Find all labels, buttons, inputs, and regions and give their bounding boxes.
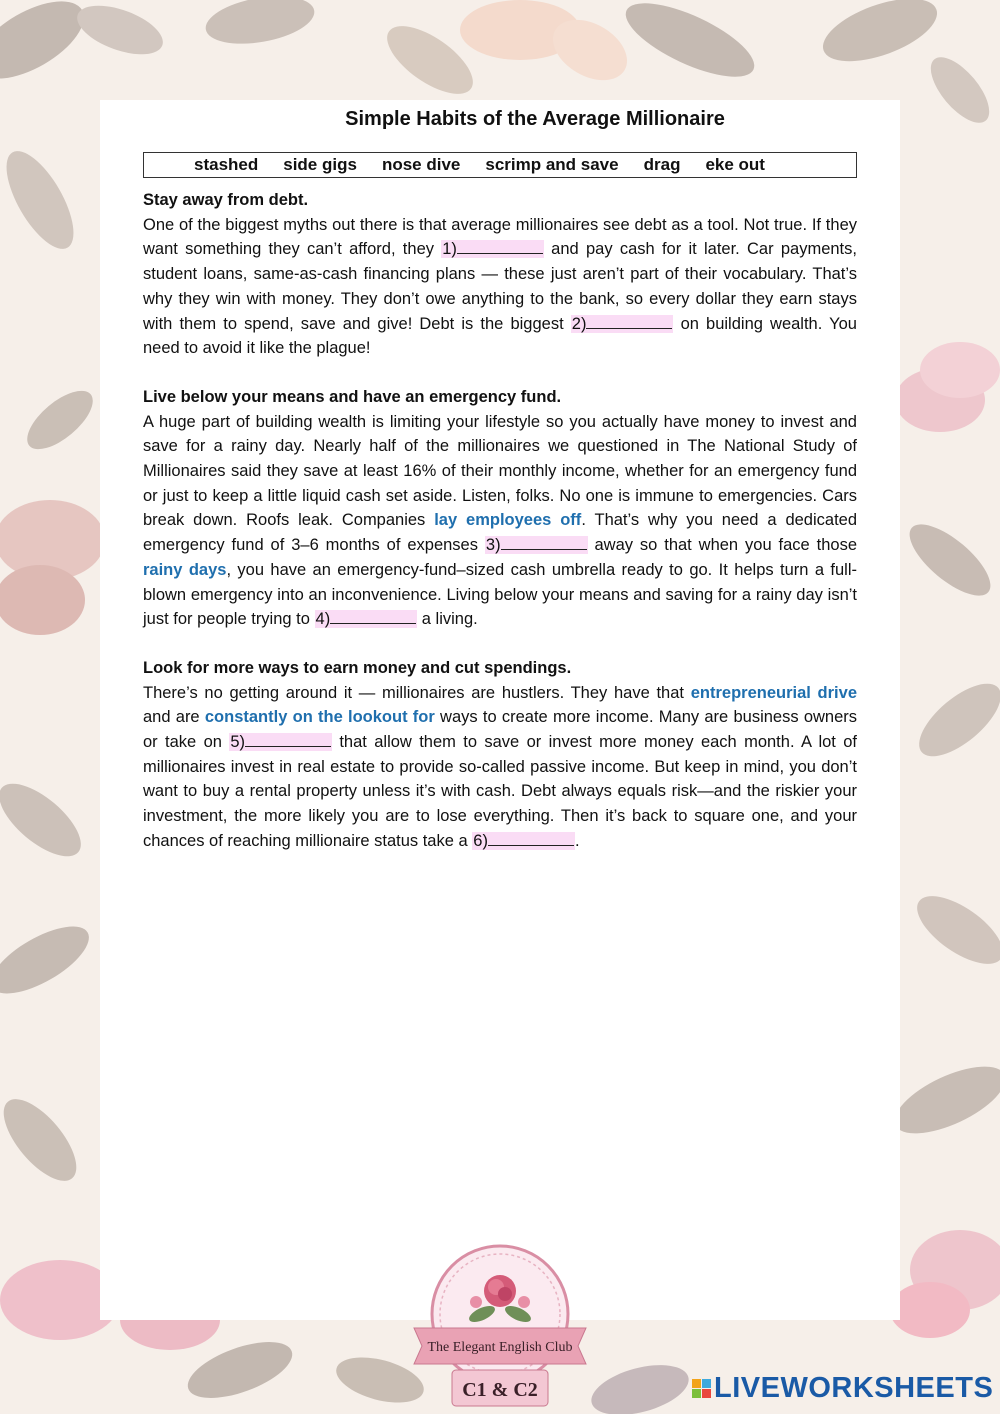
section-heading: Live below your means and have an emergency fund. [143, 387, 562, 406]
section-emergency-fund [143, 385, 857, 632]
answer-blank[interactable] [441, 240, 544, 258]
blank-line[interactable] [245, 732, 331, 747]
blank-number: 2) [571, 314, 587, 333]
answer-blank[interactable] [229, 733, 332, 751]
answer-blank[interactable] [485, 536, 588, 554]
blank-line[interactable] [586, 314, 672, 329]
word-bank-item[interactable]: stashed [194, 155, 259, 174]
answer-blank[interactable] [571, 315, 674, 333]
vocabulary-phrase: entrepreneurial drive [690, 683, 857, 702]
word-bank-item[interactable]: eke out [705, 155, 765, 174]
section-heading: Look for more ways to earn money and cut spendings. [143, 658, 572, 677]
blank-number: 3) [485, 536, 501, 555]
section-earn-money [143, 656, 857, 854]
blank-number: 1) [442, 240, 457, 259]
blank-line[interactable] [330, 609, 416, 624]
blank-line[interactable] [488, 831, 574, 846]
section-paragraph: One of the biggest myths out there is that average millionaires see debt as a tool. Not true. If they want something they can’t afford, they 1) and pay cash for it later. Car payments, student loans, same-as-cash financing plans — these just aren’t part of their vocabulary. That’s why they win with money. They don’t owe anything to the bank, so every dollar they earn stays with them to spend, save and give! Debt is the biggest 2) on building wealth. You need to avoid it like the plague! [143, 215, 857, 358]
vocabulary-phrase: constantly on the lookout for [204, 708, 435, 727]
blank-number: 5) [230, 733, 245, 752]
blank-line[interactable] [501, 535, 587, 550]
page-title: Simple Habits of the Average Millionaire [345, 108, 725, 130]
logo-title: The Elegant English Club [427, 1340, 573, 1355]
liveworksheets-brand[interactable] [692, 1372, 993, 1405]
section-heading: Stay away from debt. [143, 191, 309, 209]
section-debt [143, 188, 857, 361]
blank-number: 4) [315, 610, 331, 629]
answer-blank[interactable] [472, 832, 575, 850]
liveworksheets-logo-icon [692, 1379, 711, 1398]
word-bank-item[interactable]: side gigs [283, 155, 357, 174]
worksheet-content [143, 104, 857, 854]
logo-level: C1 & C2 [462, 1379, 538, 1401]
vocabulary-phrase: rainy days [143, 560, 227, 579]
answer-blank[interactable] [315, 610, 418, 628]
brand-name: LIVEWORKSHEETS [714, 1372, 994, 1404]
word-bank-item[interactable]: drag [643, 155, 681, 174]
club-logo [412, 1236, 588, 1414]
word-bank [143, 152, 857, 178]
blank-number: 6) [473, 831, 488, 850]
blank-line[interactable] [457, 239, 543, 254]
section-paragraph: A huge part of building wealth is limiting your lifestyle so you actually have money to invest and save for a rainy day. Nearly half of the millionaires we questioned in The National Study of Millionaires said they save at least 16% of their monthly income, whether for an emergency fund or just to keep a little liquid cash set aside. Listen, folks. No one is immune to emergencies. Cars break down. Roofs leak. Companies lay employees off. That’s why you need a dedicated emergency fund of 3–6 months of expenses 3) away so that when you face those rainy days, you have an emergency-fund–sized cash umbrella ready to go. It helps turn a full-blown emergency into an inconvenience. Living below your means and saving for a rainy day isn’t just for people trying to 4) a living. [143, 412, 857, 629]
vocabulary-phrase: lay employees off [434, 511, 582, 530]
section-paragraph: There’s no getting around it — millionaires are hustlers. They have that entrepreneurial drive and are constantly on the lookout for ways to create more income. Many are business owners or take on 5) that allow them to save or invest more money each month. A lot of millionaires invest in real estate to provide so-called passive income. But keep in mind, you don’t want to buy a rental property unless it’s with cash. Debt always equals risk—and the riskier your investment, the more likely you are to lose everything. Then it’s back to square one, and your chances of reaching millionaire status take a 6) . [143, 683, 858, 850]
word-bank-item[interactable]: scrimp and save [485, 155, 619, 174]
word-bank-item[interactable]: nose dive [381, 155, 461, 174]
